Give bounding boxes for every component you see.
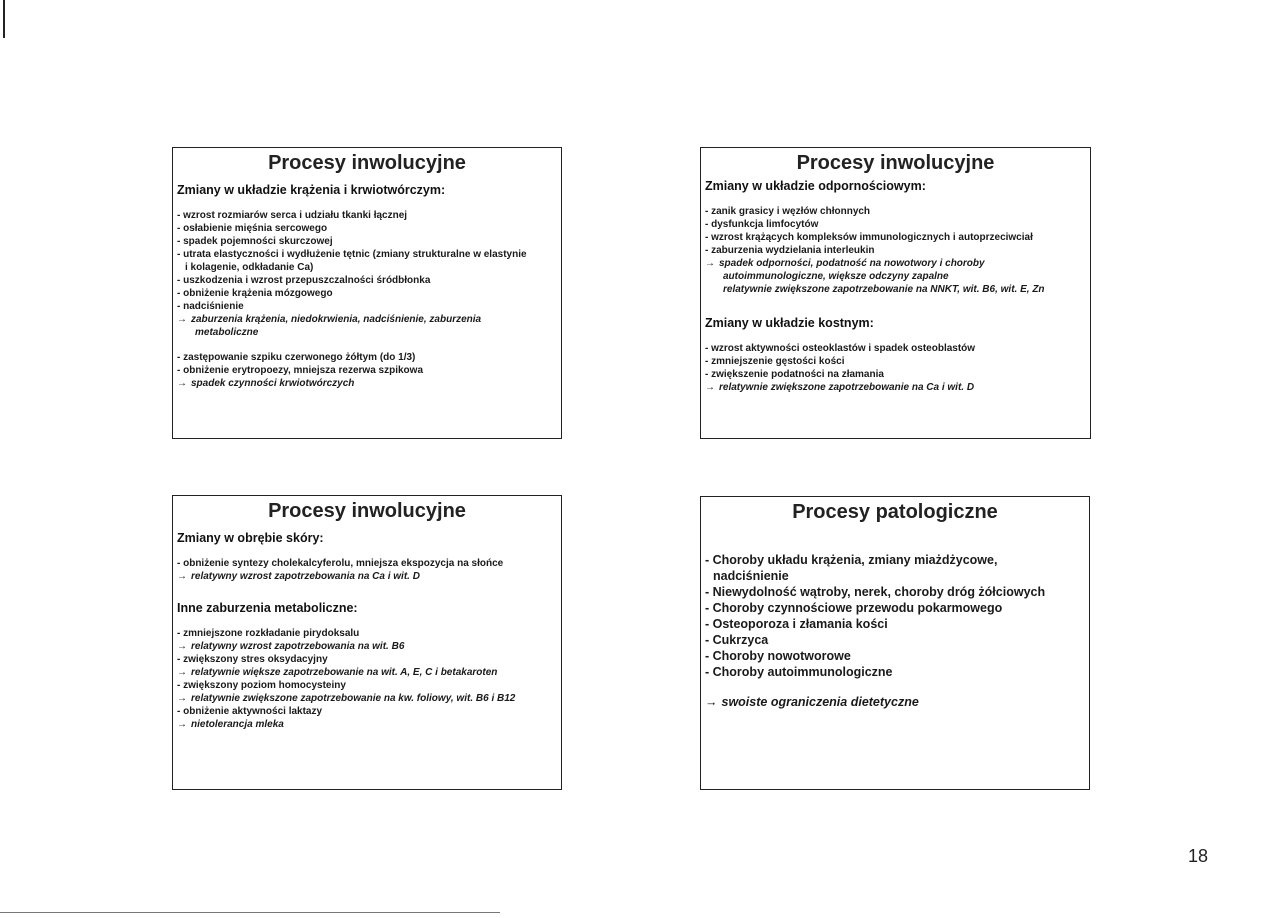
list-item-arrow [705, 694, 1085, 710]
list-item: - uszkodzenia i wzrost przepuszczalności śródbłonka [177, 275, 431, 286]
bullet-list [705, 694, 1085, 710]
list-item: - nadciśnienie [177, 301, 244, 312]
arrow-right-icon: → [177, 719, 187, 730]
list-item: - obniżenie erytropoezy, mniejsza rezerwa szpikowa [177, 365, 424, 376]
list-item-text: swoiste ograniczenia dietetyczne [721, 695, 919, 709]
list-item: metaboliczne [195, 327, 259, 338]
list-item: - obniżenie aktywności laktazy [177, 706, 323, 717]
list-item-text: spadek czynności krwiotwórczych [191, 378, 355, 389]
list-item: - zanik grasicy i węzłów chłonnych [705, 206, 871, 217]
list-item: - obniżenie krążenia mózgowego [177, 288, 333, 299]
list-item-text: relatywnie zwiększone zapotrzebowanie na Ca i wit. D [719, 382, 975, 393]
slide-title: Procesy inwolucyjne [268, 500, 466, 522]
list-item: - Choroby nowotworowe [705, 649, 851, 663]
list-item-text: relatywny wzrost zapotrzebowania na wit. B6 [191, 641, 405, 652]
list-item-arrow [177, 718, 557, 731]
list-item: - Osteoporoza i złamania kości [705, 617, 888, 631]
list-item-arrow [177, 377, 557, 390]
list-item-arrow [177, 666, 557, 679]
slide-circulation [172, 147, 562, 439]
list-item: - wzrost krążących kompleksów immunologicznych i autoprzeciwciał [705, 232, 1033, 243]
list-item: - zwiększony stres oksydacyjny [177, 654, 328, 665]
list-item-arrow [177, 570, 557, 583]
slide-title: Procesy patologiczne [792, 501, 998, 523]
list-item: - Choroby autoimmunologiczne [705, 665, 893, 679]
list-item-text: nietolerancja mleka [191, 719, 284, 730]
list-item: - wzrost rozmiarów serca i udziału tkanki łącznej [177, 210, 408, 221]
list-item: relatywnie zwiększone zapotrzebowanie na NNKT, wit. B6, wit. E, Zn [723, 284, 1045, 295]
list-item: - osłabienie mięśnia sercowego [177, 223, 328, 234]
page-number: 18 [1188, 846, 1209, 866]
list-item: nadciśnienie [713, 569, 789, 583]
list-item-arrow [177, 692, 557, 705]
list-item: - zwiększony poziom homocysteiny [177, 680, 346, 691]
arrow-right-icon: → [177, 641, 187, 652]
list-item: - obniżenie syntezy cholekalcyferolu, mniejsza ekspozycja na słońce [177, 558, 504, 569]
arrow-right-icon: → [177, 571, 187, 582]
list-item-text: relatywny wzrost zapotrzebowania na Ca i wit. D [191, 571, 420, 582]
slide-skin-metabolic [172, 495, 562, 790]
arrow-right-icon: → [705, 695, 718, 709]
arrow-right-icon: → [705, 258, 715, 269]
slide-immune-bone [700, 147, 1091, 439]
list-item: - spadek pojemności skurczowej [177, 236, 333, 247]
section-heading: Zmiany w układzie odpornościowym: [705, 179, 926, 193]
bullet-list [177, 627, 557, 731]
list-item: - dysfunkcja limfocytów [705, 219, 819, 230]
list-item: - wzrost aktywności osteoklastów i spadek osteoblastów [705, 343, 976, 354]
arrow-right-icon: → [177, 667, 187, 678]
list-item-arrow [177, 640, 557, 653]
list-item-text: relatywnie zwiększone zapotrzebowanie na kw. foliowy, wit. B6 i B12 [191, 693, 516, 704]
section-heading: Zmiany w układzie kostnym: [705, 316, 874, 330]
arrow-right-icon: → [177, 693, 187, 704]
list-item: - zaburzenia wydzielania interleukin [705, 245, 875, 256]
section-heading: Inne zaburzenia metaboliczne: [177, 601, 358, 615]
list-item: - utrata elastyczności i wydłużenie tętnic (zmiany strukturalne w elastynie [177, 249, 527, 260]
list-item-arrow [177, 313, 557, 326]
arrow-right-icon: → [177, 314, 187, 325]
list-item: - Niewydolność wątroby, nerek, choroby dróg żółciowych [705, 585, 1046, 599]
list-item-text: relatywnie większe zapotrzebowanie na wit. A, E, C i betakaroten [191, 667, 498, 678]
bullet-list [705, 205, 1086, 296]
list-item-arrow [705, 257, 1086, 270]
list-item: autoimmunologiczne, większe odczyny zapalne [723, 271, 949, 282]
list-item: - zmniejszone rozkładanie pirydoksalu [177, 628, 360, 639]
bullet-list [177, 557, 557, 583]
scan-edge-mark [3, 0, 5, 38]
list-item: - Cukrzyca [705, 633, 769, 647]
scan-bottom-line [0, 912, 500, 913]
list-item-text: spadek odporności, podatność na nowotwory i choroby [719, 258, 985, 269]
section-heading: Zmiany w układzie krążenia i krwiotwórczym: [177, 183, 446, 197]
list-item: i kolagenie, odkładanie Ca) [185, 262, 314, 273]
arrow-right-icon: → [705, 382, 715, 393]
list-item: - Choroby układu krążenia, zmiany miażdżycowe, [705, 553, 998, 567]
slide-title: Procesy inwolucyjne [796, 152, 995, 174]
list-item: - zastępowanie szpiku czerwonego żółtym (do 1/3) [177, 352, 416, 363]
bullet-list [705, 552, 1085, 680]
slide-title: Procesy inwolucyjne [268, 152, 466, 174]
bullet-list [177, 209, 557, 339]
bullet-list [705, 342, 1086, 394]
list-item: - zmniejszenie gęstości kości [705, 356, 845, 367]
bullet-list [177, 351, 557, 390]
arrow-right-icon: → [177, 378, 187, 389]
list-item-arrow [705, 381, 1086, 394]
list-item: - Choroby czynnościowe przewodu pokarmowego [705, 601, 1003, 615]
section-heading: Zmiany w obrębie skóry: [177, 531, 324, 545]
list-item-text: zaburzenia krążenia, niedokrwienia, nadciśnienie, zaburzenia [191, 314, 482, 325]
list-item: - zwiększenie podatności na złamania [705, 369, 884, 380]
slide-pathological [700, 496, 1090, 790]
